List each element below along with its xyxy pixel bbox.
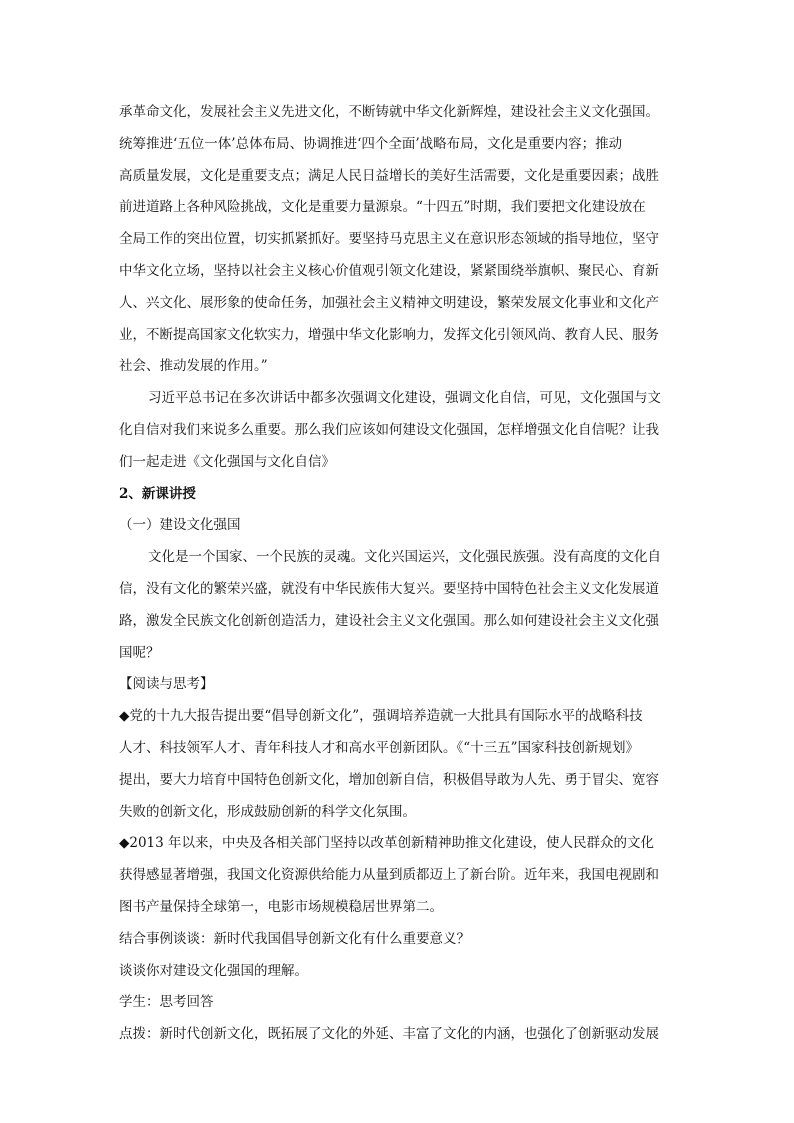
- culture-paragraph: [119, 542, 679, 669]
- section-heading: 2、新课讲授: [119, 485, 196, 502]
- bullet-item: [119, 828, 679, 923]
- intro-paragraph: [119, 97, 679, 383]
- teacher-guidance: 点拨：新时代创新文化，既拓展了文化的外延、丰富了文化的内涵，也强化了创新驱动发展: [119, 1026, 659, 1043]
- text-line: 承革命文化，发展社会主义先进文化，不断铸就中华文化新辉煌，建设社会主义文化强国。: [119, 104, 659, 120]
- summary-paragraph: [119, 383, 679, 478]
- student-response: 学生：思考回答: [119, 994, 214, 1011]
- text-line: 高质量发展，文化是重要支点；满足人民日益增长的美好生活需要，文化是重要因素；战胜: [119, 167, 659, 184]
- text-line: ◆党的十九大报告提出要“倡导创新文化”，强调培养造就一大批具有国际水平的战略科技: [119, 708, 643, 725]
- sub-heading: （一）建设文化强国: [119, 517, 241, 534]
- text-line: 全局工作的突出位置，切实抓紧抓好。要坚持马克思主义在意识形态领域的指导地位，坚守: [119, 231, 659, 248]
- text-line: 中华文化立场，坚持以社会主义核心价值观引领文化建设，紧紧围绕举旗帜、聚民心、育新: [119, 262, 659, 279]
- text-line: 统筹推进‘五位一体’总体布局、协调推进‘四个全面’战略布局，文化是重要内容；推动: [119, 135, 623, 152]
- text-line: 图书产量保持全球第一，电影市场规模稳居世界第二。: [119, 898, 443, 915]
- discussion-question: 结合事例谈谈：新时代我国倡导创新文化有什么重要意义？: [119, 930, 470, 947]
- text-line: 前进道路上各种风险挑战，文化是重要力量源泉。“十四五”时期，我们要把文化建设放在: [119, 199, 646, 216]
- reading-heading: 【阅读与思考】: [119, 676, 214, 693]
- text-line: 文化是一个国家、一个民族的灵魂。文化兴国运兴，文化强民族强。没有高度的文化自: [148, 549, 661, 566]
- text-line: 路，激发全民族文化创新创造活力，建设社会主义文化强国。那么如何建设社会主义文化强: [119, 612, 659, 629]
- text-line: ◆2013 年以来，中央及各相关部门坚持以改革创新精神助推文化建设，使人民群众的文化: [119, 835, 655, 852]
- discussion-question: 谈谈你对建设文化强国的理解。: [119, 962, 308, 979]
- bullet-item: [119, 701, 679, 828]
- text-line: 社会、推动发展的作用。”: [119, 358, 268, 375]
- text-line: 获得感显著增强，我国文化资源供给能力从量到质都迈上了新台阶。近年来，我国电视剧和: [119, 867, 659, 884]
- text-line: 化自信对我们来说多么重要。那么我们应该如何建设文化强国，怎样增强文化自信呢？让我: [119, 421, 659, 438]
- text-line: 国呢？: [119, 644, 160, 661]
- document-page: [119, 97, 679, 1051]
- text-line: 人才、科技领军人才、青年科技人才和高水平创新团队。《“十三五”国家科技创新规划》: [119, 739, 640, 756]
- text-line: 们一起走进《文化强国与文化自信》: [119, 453, 335, 470]
- text-line: 信，没有文化的繁荣兴盛，就没有中华民族伟大复兴。要坚持中国特色社会主义文化发展道: [119, 580, 659, 597]
- text-line: 人、兴文化、展形象的使命任务，加强社会主义精神文明建设，繁荣发展文化事业和文化产: [119, 294, 659, 311]
- text-line: 提出，要大力培育中国特色创新文化，增加创新自信，积极倡导敢为人先、勇于冒尖、宽容: [119, 771, 659, 788]
- text-line: 业，不断提高国家文化软实力，增强中华文化影响力，发挥文化引领风尚、教育人民、服务: [119, 326, 659, 343]
- text-line: 习近平总书记在多次讲话中都多次强调文化建设，强调文化自信，可见，文化强国与文: [148, 390, 661, 407]
- text-line: 失败的创新文化，形成鼓励创新的科学文化氛围。: [119, 803, 416, 820]
